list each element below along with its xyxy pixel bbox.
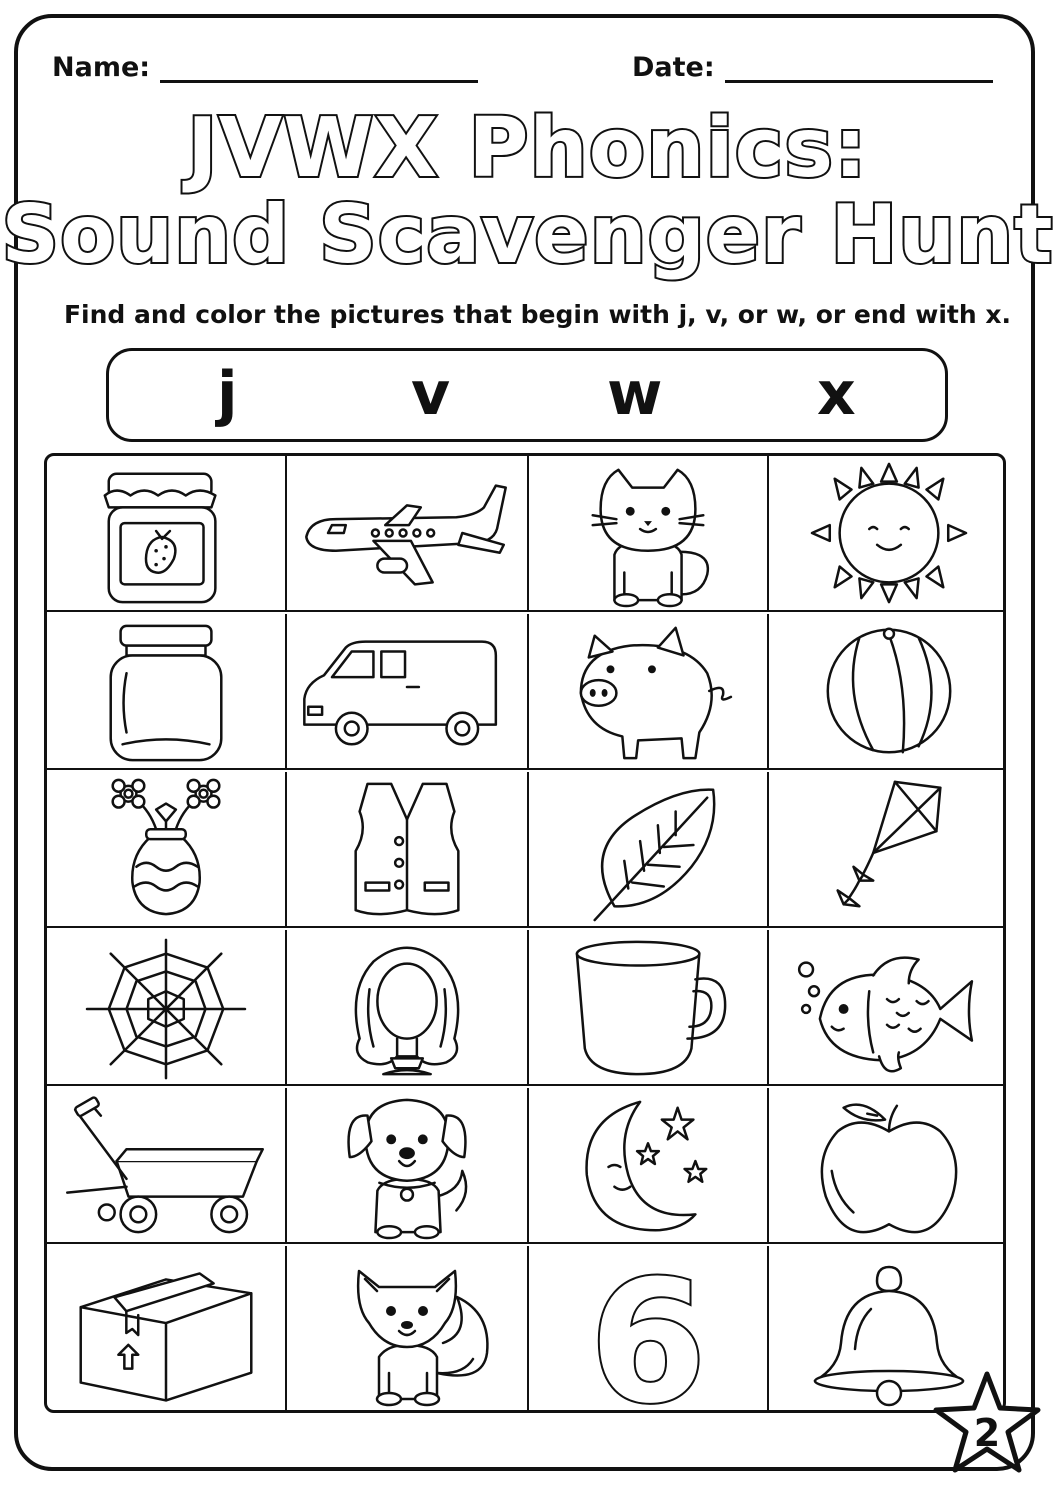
- page-number: 2: [973, 1411, 1001, 1455]
- six-numeral: 6: [589, 1246, 707, 1416]
- fox-icon: [287, 1246, 527, 1413]
- van-icon: [287, 614, 527, 768]
- picture-cell[interactable]: [529, 930, 769, 1086]
- name-label: Name:: [52, 52, 151, 83]
- picture-grid: [44, 453, 1006, 1416]
- picture-cell[interactable]: [529, 1088, 769, 1244]
- picture-cell[interactable]: [529, 614, 769, 770]
- letter-v: v: [411, 359, 451, 429]
- letter-w: w: [607, 359, 663, 429]
- letter-x: x: [817, 359, 856, 429]
- letter-banner: [106, 348, 948, 442]
- apple-icon: [769, 1088, 1006, 1242]
- picture-cell[interactable]: [47, 456, 287, 612]
- picture-cell[interactable]: [287, 1088, 529, 1244]
- fish-icon: [769, 930, 1006, 1084]
- name-line[interactable]: [160, 50, 478, 83]
- date-line[interactable]: [725, 50, 993, 83]
- page-number-badge: [932, 1370, 1042, 1478]
- web-icon: [47, 930, 285, 1084]
- wig-icon: [287, 930, 527, 1084]
- picture-cell[interactable]: [529, 772, 769, 928]
- airplane-icon: [287, 456, 527, 610]
- vest-icon: [287, 772, 527, 926]
- six-icon: [529, 1246, 767, 1416]
- wagon-icon: [47, 1088, 285, 1242]
- jar-icon: [47, 614, 285, 768]
- date-label: Date:: [632, 52, 715, 83]
- date-field[interactable]: [632, 50, 993, 83]
- picture-cell[interactable]: [529, 456, 769, 612]
- picture-cell[interactable]: [287, 1246, 529, 1413]
- dog-icon: [287, 1088, 527, 1242]
- picture-cell[interactable]: [287, 930, 529, 1086]
- star-icon: [932, 1370, 1042, 1478]
- title-line-2: Sound Scavenger Hunt: [1, 188, 1054, 281]
- picture-cell[interactable]: [529, 1246, 769, 1416]
- jam-jar-icon: [47, 456, 285, 610]
- letter-j: j: [217, 359, 238, 429]
- picture-cell[interactable]: [287, 614, 529, 770]
- pig-icon: [529, 614, 767, 768]
- sun-icon: [769, 456, 1006, 610]
- picture-cell[interactable]: [47, 614, 287, 770]
- name-field[interactable]: [52, 50, 478, 83]
- cup-icon: [529, 930, 767, 1084]
- title-line-1: JVWX Phonics:: [187, 101, 868, 196]
- vase-icon: [47, 772, 285, 926]
- picture-cell[interactable]: [769, 1088, 1006, 1244]
- picture-cell[interactable]: [769, 456, 1006, 612]
- instructions: Find and color the pictures that begin with j, v, or w, or end with x.: [63, 300, 1012, 329]
- picture-cell[interactable]: [47, 1246, 287, 1413]
- kite-icon: [769, 772, 1006, 926]
- picture-cell[interactable]: [287, 772, 529, 928]
- picture-cell[interactable]: [769, 772, 1006, 928]
- box-icon: [47, 1246, 285, 1413]
- cat-icon: [529, 456, 767, 610]
- ball-icon: [769, 614, 1006, 768]
- picture-cell[interactable]: [47, 772, 287, 928]
- picture-cell[interactable]: [47, 1088, 287, 1244]
- leaf-icon: [529, 772, 767, 926]
- picture-cell[interactable]: [769, 930, 1006, 1086]
- picture-cell[interactable]: [47, 930, 287, 1086]
- moon-icon: [529, 1088, 767, 1242]
- picture-cell[interactable]: [287, 456, 529, 612]
- picture-cell[interactable]: [769, 614, 1006, 770]
